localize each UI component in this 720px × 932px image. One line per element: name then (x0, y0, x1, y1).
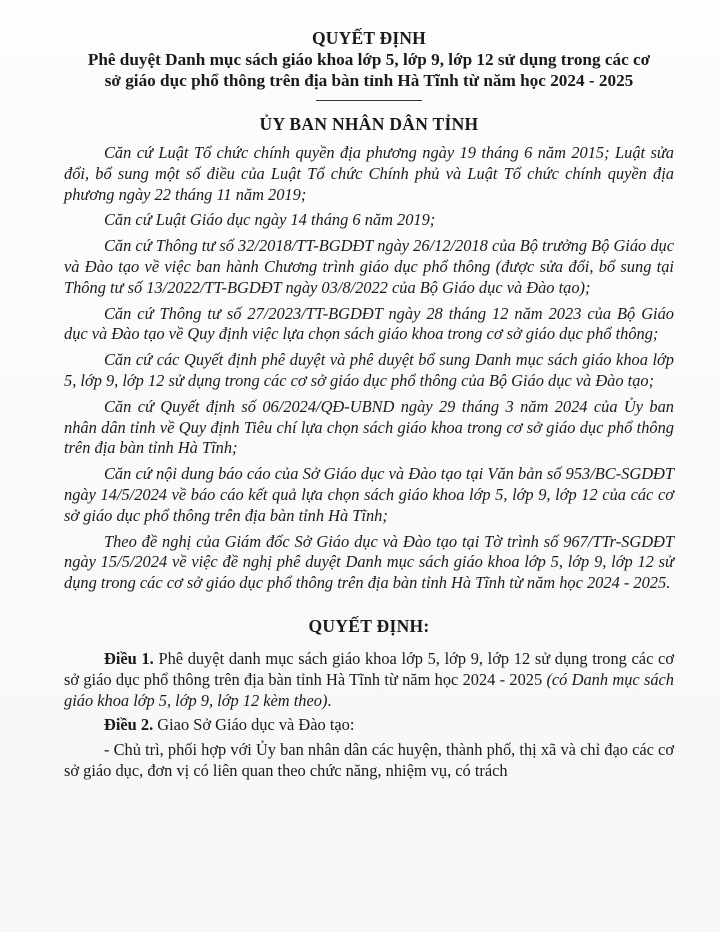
decision-heading: QUYẾT ĐỊNH: (308, 615, 430, 636)
preamble (64, 143, 674, 594)
article-2-bullet: - Chủ trì, phối hợp với Ủy ban nhân dân các huyện, thành phố, thị xã và chỉ đạo các cơ sở giáo dục, đơn vị có liên quan theo chức năng, nhiệm vụ, có trách (64, 740, 674, 780)
article-1-note: (có Danh mục sách giáo khoa lớp 5, lớp 9, lớp 12 kèm theo) (64, 669, 674, 710)
document-subtitle-line-2: sở giáo dục phổ thông trên địa bàn tỉnh Hà Tĩnh từ năm học 2024 - 2025 (104, 71, 634, 90)
title-divider (316, 100, 422, 101)
preamble-paragraph: Căn cứ Luật Giáo dục ngày 14 tháng 6 năm 2019; (104, 210, 436, 230)
issuing-authority: ỦY BAN NHÂN DÂN TỈNH (259, 114, 479, 134)
preamble-paragraph: Căn cứ Luật Tổ chức chính quyền địa phương ngày 19 tháng 6 năm 2015; Luật sửa đổi, bổ sung một số điều của Luật Tổ chức Chính phủ và Luật Tổ chức chính quyền địa phương ngày 22 tháng 11 năm 2019; (64, 143, 674, 204)
document-title: QUYẾT ĐỊNH (312, 28, 426, 48)
articles (64, 649, 674, 782)
article-1-label: Điều 1. (104, 648, 154, 668)
document-subtitle-line-1: Phê duyệt Danh mục sách giáo khoa lớp 5, lớp 9, lớp 12 sử dụng trong các cơ (87, 50, 651, 69)
preamble-paragraph: Căn cứ Quyết định số 06/2024/QĐ-UBND ngày 29 tháng 3 năm 2024 của Ủy ban nhân dân tỉnh về Quy định Tiêu chí lựa chọn sách giáo khoa trong cơ sở giáo dục phổ thông trên địa bàn tỉnh Hà Tĩnh; (64, 396, 674, 458)
article-1 (64, 649, 674, 711)
article-1-end: . (327, 690, 332, 710)
preamble-paragraph: Căn cứ các Quyết định phê duyệt và phê duyệt bổ sung Danh mục sách giáo khoa lớp 5, lớp 9, lớp 12 sử dụng trong các cơ sở giáo dục phổ thông của Bộ Giáo dục và Đào tạo; (64, 350, 674, 390)
preamble-paragraph: Căn cứ Thông tư số 27/2023/TT-BGDĐT ngày 28 tháng 12 năm 2023 của Bộ Giáo dục và Đào tạo về Quy định việc lựa chọn sách giáo khoa trong cơ sở giáo dục phổ thông; (64, 303, 674, 344)
preamble-paragraph: Theo đề nghị của Giám đốc Sở Giáo dục và Đào tạo tại Tờ trình số 967/TTr-SGDĐT ngày 15/5/2024 về việc đề nghị phê duyệt Danh mục sách giáo khoa lớp 5, lớp 9, lớp 12 sử dụng trong các cơ sở giáo dục phổ thông trên địa bàn tỉnh Hà Tĩnh từ năm học 2024 - 2025. (64, 531, 674, 593)
article-2-label: Điều 2. (104, 715, 154, 735)
article-2 (64, 715, 674, 736)
document-header (64, 28, 674, 91)
preamble-paragraph: Căn cứ Thông tư số 32/2018/TT-BGDĐT ngày 26/12/2018 của Bộ trưởng Bộ Giáo dục và Đào tạo về việc ban hành Chương trình giáo dục phổ thông (được sửa đổi, bổ sung tại Thông tư số 13/2022/TT-BGDĐT ngày 03/8/2022 của Bộ Giáo dục và Đào tạo); (64, 236, 674, 297)
article-1-text: Phê duyệt danh mục sách giáo khoa lớp 5, lớp 9, lớp 12 sử dụng trong các cơ sở giáo dục phổ thông trên địa bàn tỉnh Hà Tĩnh từ năm học 2024 - 2025 (64, 648, 674, 689)
article-2-text: Giao Sở Giáo dục và Đào tạo: (153, 715, 355, 735)
preamble-paragraph: Căn cứ nội dung báo cáo của Sở Giáo dục và Đào tạo tại Văn bản số 953/BC-SGDĐT ngày 14/5/2024 về báo cáo kết quả lựa chọn sách giáo khoa lớp 5, lớp 9, lớp 12 của các cơ sở giáo dục phổ thông trên địa bàn tỉnh Hà Tĩnh; (64, 464, 674, 525)
